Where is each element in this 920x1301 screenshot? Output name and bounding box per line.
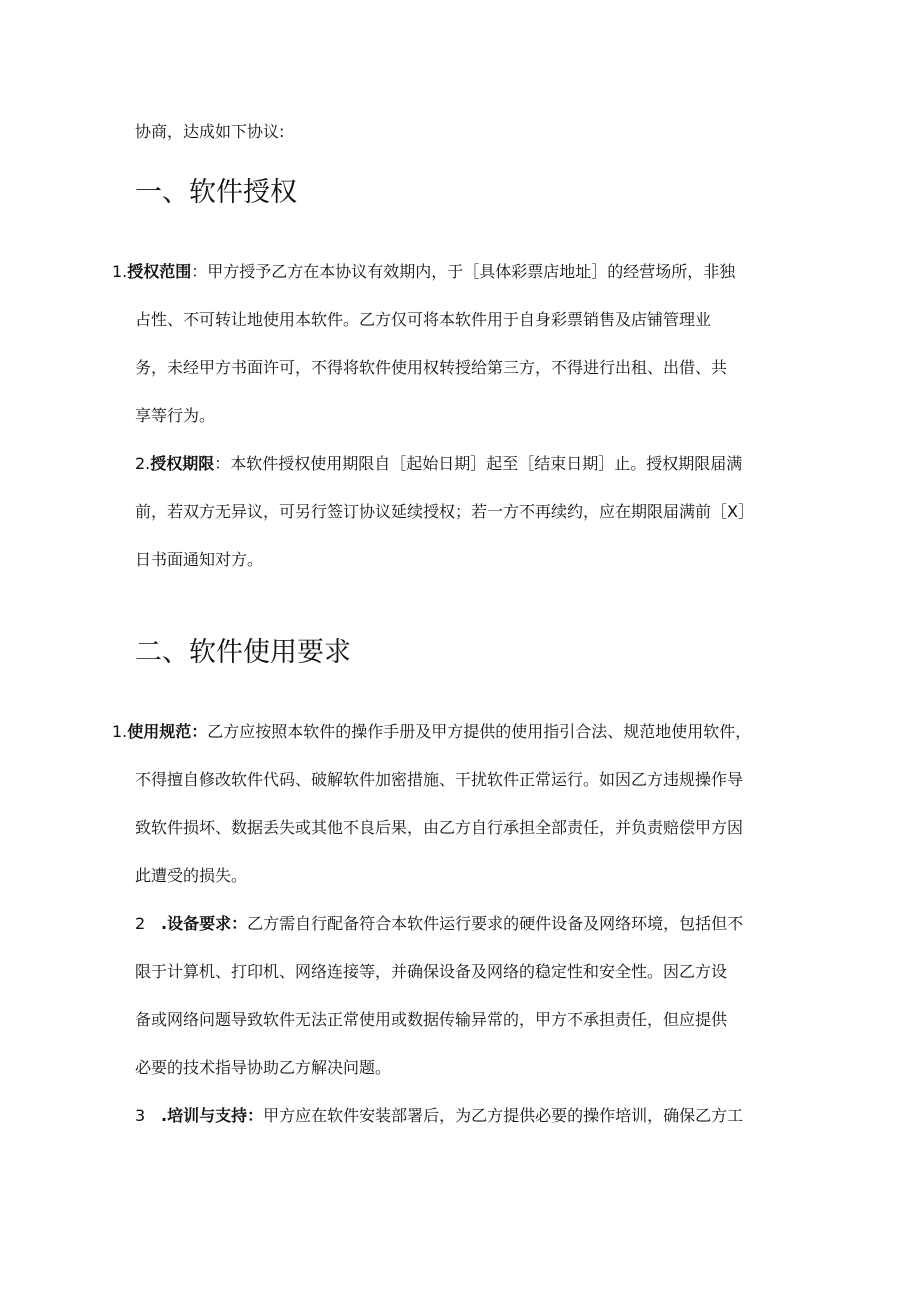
section-2-heading: 二、软件使用要求 (135, 637, 351, 668)
section-1-item-2-line-3: 日书面通知对方。 (135, 550, 264, 569)
section-1-item-1-line-4: 享等行为。 (135, 406, 216, 425)
item-text: ：本软件授权使用期限自［起始日期］起至［结束日期］止。授权期限届满 (214, 454, 743, 473)
item-number: 2 (135, 914, 146, 933)
item-number: 3 (135, 1106, 146, 1125)
item-text: 乙方需自行配备符合本软件运行要求的硬件设备及网络环境，包括但不 (247, 914, 744, 933)
section-1-item-2-line-2: 前，若双方无异议，可另行签订协议延续授权；若一方不再续约，应在期限届满前［X］ (135, 502, 754, 521)
section-2-item-2-line-4: 必要的技术指导协助乙方解决问题。 (135, 1058, 392, 1077)
item-label: 授权期限 (150, 454, 215, 473)
section-2-item-1-line-4: 此遭受的损失。 (135, 866, 248, 885)
item-number: 2. (135, 454, 151, 473)
item-label: 授权范围 (127, 262, 192, 281)
item-text: 乙方应按照本软件的操作手册及甲方提供的使用指引合法、规范地使用软件， (207, 722, 752, 741)
item-text: ：甲方授予乙方在本协议有效期内，于［具体彩票店地址］的经营场所，非独 (191, 262, 736, 281)
section-2-item-1-line-1 (112, 722, 751, 742)
item-number: 1. (112, 262, 128, 281)
section-2-item-1-line-2: 不得擅自修改软件代码、破解软件加密措施、干扰软件正常运行。如因乙方违规操作导 (135, 770, 744, 789)
section-2-item-1-line-3: 致软件损坏、数据丢失或其他不良后果，由乙方自行承担全部责任，并负责赔偿甲方因 (135, 818, 744, 837)
section-1-item-2-line-1 (135, 454, 742, 474)
section-1-heading: 一、软件授权 (135, 177, 297, 208)
section-2-item-2-line-3: 备或网络问题导致软件无法正常使用或数据传输异常的，甲方不承担责任，但应提供 (135, 1010, 728, 1029)
section-1-item-1-line-1 (112, 262, 735, 282)
item-label: .设备要求： (161, 914, 248, 933)
section-1-item-1-line-3: 务，未经甲方书面许可，不得将软件使用权转授给第三方，不得进行出租、出借、共 (135, 358, 728, 377)
item-number: 1. (112, 722, 128, 741)
section-2-item-3-line-1 (135, 1106, 743, 1126)
item-text: 甲方应在软件安装部署后，为乙方提供必要的操作培训，确保乙方工 (263, 1106, 744, 1125)
intro-text: 协商，达成如下协议: (135, 122, 285, 141)
item-label: 使用规范： (127, 722, 208, 741)
section-1-item-1-line-2: 占性、不可转让地使用本软件。乙方仅可将本软件用于自身彩票销售及店铺管理业 (135, 310, 712, 329)
section-2-item-2-line-1 (135, 914, 743, 934)
section-2-item-2-line-2: 限于计算机、打印机、网络连接等，并确保设备及网络的稳定性和安全性。因乙方设 (135, 962, 728, 981)
item-label: .培训与支持： (161, 1106, 264, 1125)
